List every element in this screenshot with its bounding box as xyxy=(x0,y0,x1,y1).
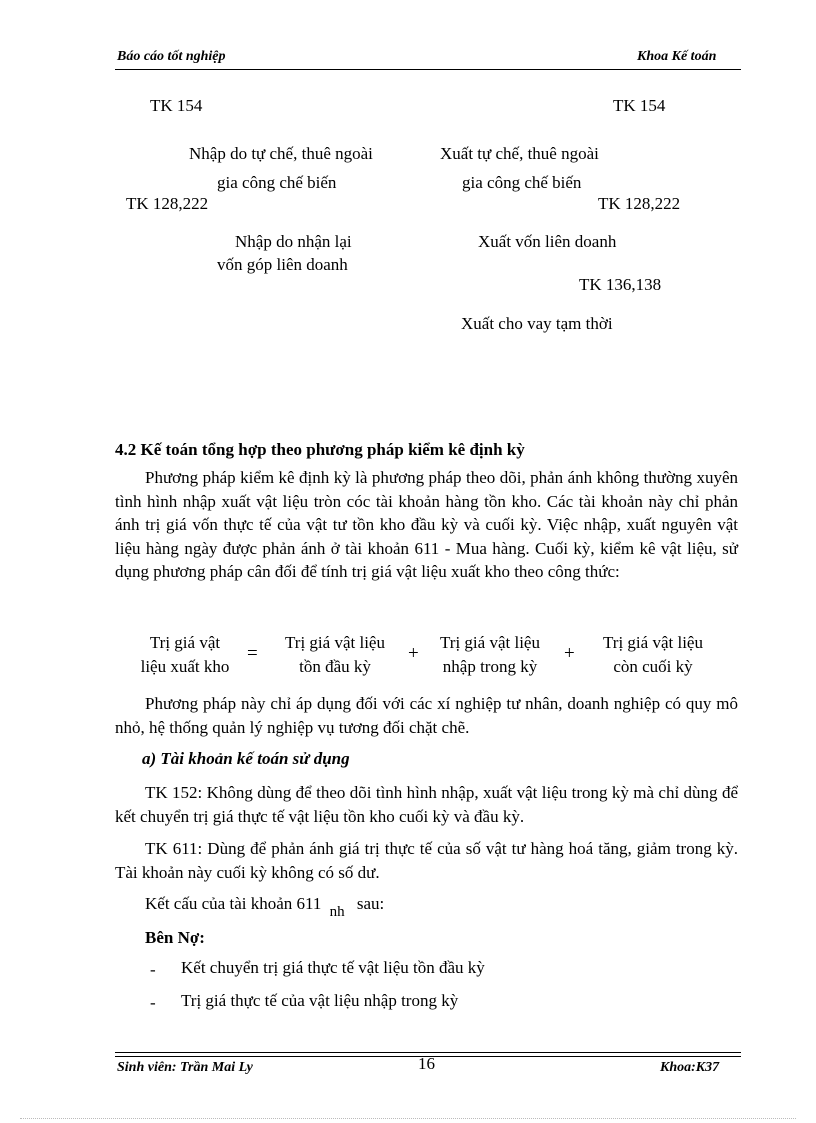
right-entry-1-line1: Xuất tự chế, thuê ngoài xyxy=(440,144,599,163)
left-account-2: TK 128,222 xyxy=(126,194,209,213)
bullet-mark-2: - xyxy=(150,993,156,1012)
formula xyxy=(115,631,741,681)
left-entry-1-line2: gia công chế biến xyxy=(217,173,337,192)
header-right: Khoa Kế toán xyxy=(637,49,717,64)
left-account-top: TK 154 xyxy=(150,96,203,115)
footer-left: Sinh viên: Trần Mai Ly xyxy=(117,1060,253,1075)
header-rule xyxy=(115,69,741,70)
footer-right: Khoa:K37 xyxy=(660,1060,720,1075)
section-heading: 4.2 Kế toán tổng hợp theo phương pháp kiểm kê định kỳ xyxy=(115,440,525,459)
paragraph-method-description: Phương pháp kiểm kê định kỳ là phương pháp theo dõi, phản ánh không thường xuyên tình hình nhập xuất vật liệu tròn cóc tài khoản hàng tồn kho. Các tài khoản này chỉ phản ánh trị giá vốn thực tế của vật tư tồn kho đầu kỳ và cuối kỳ. Việc nhập, xuất nguyên vật liệu hàng ngày được phản ánh ở tài khoản 611 - Mua hàng. Cuối kỳ, kiểm kê vật liệu, sử dụng phương pháp cân đối để tính trị giá vật liệu xuất kho theo công thức: xyxy=(115,468,738,581)
debit-heading: Bên Nợ: xyxy=(145,928,205,947)
right-entry-1-line2: gia công chế biến xyxy=(462,173,582,192)
formula-plus-2: + xyxy=(564,643,575,664)
right-account-top: TK 154 xyxy=(613,96,666,115)
formula-equals: = xyxy=(247,643,258,664)
formula-plus-1: + xyxy=(408,643,419,664)
formula-term-2: Trị giá vật liệu tồn đầu kỳ xyxy=(285,633,385,676)
paragraph-tk611: TK 611: Dùng để phản ánh giá trị thực tế của số vật tư hàng hoá tăng, giảm trong kỳ. Tài khoản này cuối kỳ không có số dư. xyxy=(115,839,738,882)
bullet-item-1: Kết chuyển trị giá thực tế vật liệu tồn đầu kỳ xyxy=(181,958,485,977)
formula-term-3: Trị giá vật liệu nhập trong kỳ xyxy=(440,633,540,676)
header-left: Báo cáo tốt nghiệp xyxy=(117,49,226,64)
page-number: 16 xyxy=(418,1054,435,1073)
structure-text: Kết cấu của tài khoản 611 xyxy=(145,894,322,913)
paragraph-structure xyxy=(145,894,385,920)
paragraph-tk152: TK 152: Không dùng để theo dõi tình hình nhập, xuất vật liệu trong kỳ mà chỉ dùng để kết chuyển trị giá thực tế vật liệu tồn kho cuối kỳ và đầu kỳ. xyxy=(115,783,738,826)
right-entry-3: Xuất cho vay tạm thời xyxy=(461,314,613,333)
left-entry-2-line2: vốn góp liên doanh xyxy=(217,255,348,274)
bullet-item-2: Trị giá thực tế của vật liệu nhập trong kỳ xyxy=(181,991,459,1010)
formula-term-4: Trị giá vật liệu còn cuối kỳ xyxy=(603,633,703,676)
left-entry-2-line1: Nhập do nhận lại xyxy=(235,232,352,251)
right-account-2: TK 128,222 xyxy=(598,194,681,213)
page-edge-divider xyxy=(20,1118,796,1119)
paragraph-applicability: Phương pháp này chỉ áp dụng đối với các xí nghiệp tư nhân, doanh nghiệp có quy mô nhỏ, hệ thống quản lý nghiệp vụ tương đối chặt chẽ. xyxy=(115,694,738,737)
bullet-mark-1: - xyxy=(150,960,156,979)
right-entry-2: Xuất vốn liên doanh xyxy=(478,232,617,251)
structure-subscript: nh xyxy=(329,904,345,920)
left-entry-1-line1: Nhập do tự chế, thuê ngoài xyxy=(189,144,373,163)
subheading-accounts: a) Tài khoản kế toán sử dụng xyxy=(142,749,350,768)
structure-tail: sau: xyxy=(356,894,385,913)
right-account-3: TK 136,138 xyxy=(579,275,662,294)
formula-term-1: Trị giá vật liệu xuất kho xyxy=(140,633,230,676)
